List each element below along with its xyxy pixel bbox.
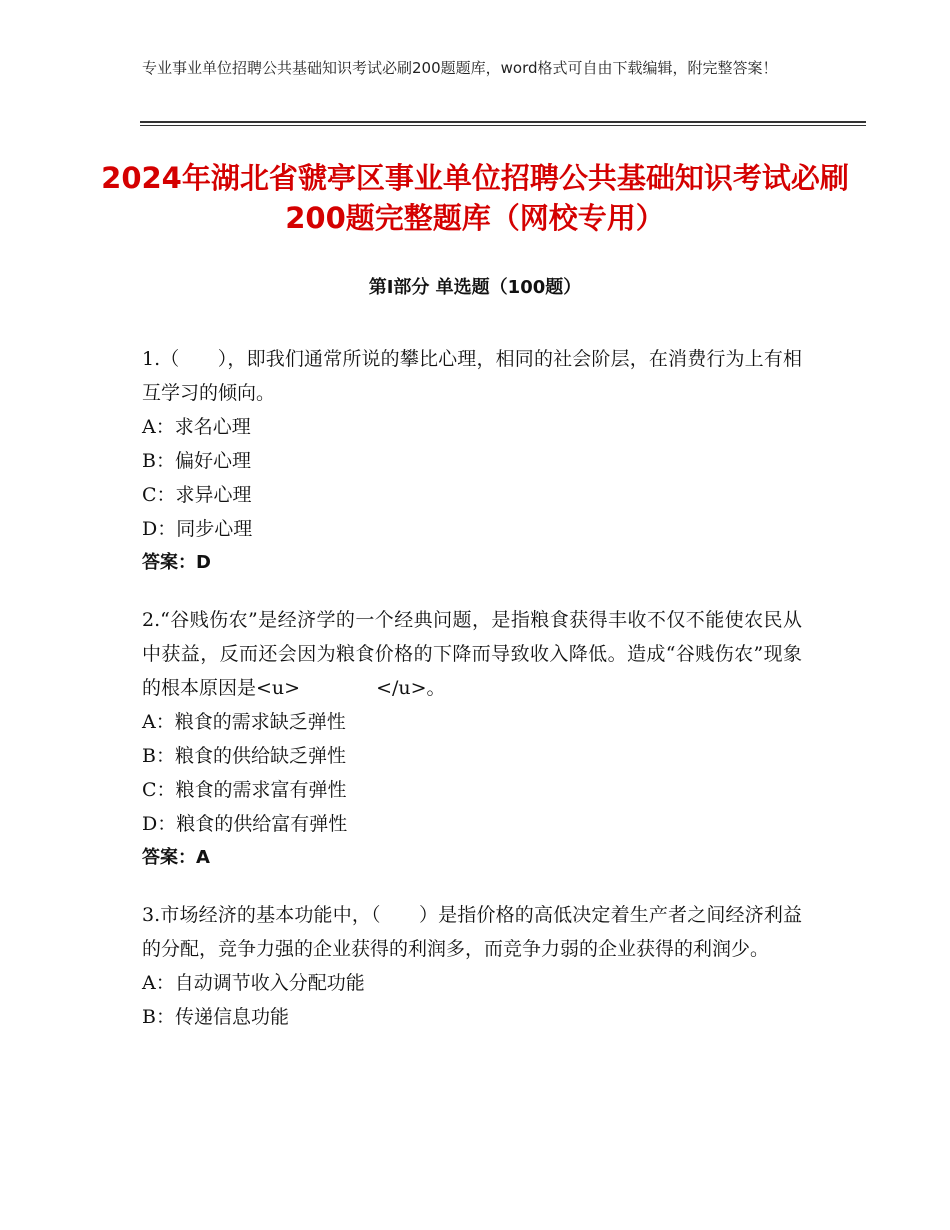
question-2-option-c: C：粮食的需求富有弹性 xyxy=(142,779,347,801)
question-2 xyxy=(142,603,802,875)
question-1-option-a: A：求名心理 xyxy=(142,416,251,438)
question-list xyxy=(142,342,802,1057)
question-3 xyxy=(142,898,802,1034)
question-1-option-b: B：偏好心理 xyxy=(142,450,251,472)
question-1 xyxy=(142,342,802,580)
question-1-option-c: C：求异心理 xyxy=(142,484,252,506)
question-2-option-a: A：粮食的需求缺乏弹性 xyxy=(142,711,346,733)
question-1-answer: 答案：D xyxy=(142,552,211,573)
question-2-answer: 答案：A xyxy=(142,847,210,868)
question-3-option-a: A：自动调节收入分配功能 xyxy=(142,972,365,994)
question-3-stem: 3.市场经济的基本功能中，（ ）是指价格的高低决定着生产者之间经济利益的分配，竞争力强的企业获得的利润多，而竞争力弱的企业获得的利润少。 xyxy=(142,904,802,960)
question-1-stem: 1.（ ），即我们通常所说的攀比心理，相同的社会阶层，在消费行为上有相互学习的倾向。 xyxy=(142,348,802,404)
header-note: 专业事业单位招聘公共基础知识考试必刷200题题库，word格式可自由下载编辑，附完整答案！ xyxy=(142,59,778,77)
question-2-option-b: B：粮食的供给缺乏弹性 xyxy=(142,745,346,767)
section-heading: 第Ⅰ部分 单选题（100题） xyxy=(368,277,582,298)
question-2-option-d: D：粮食的供给富有弹性 xyxy=(142,813,348,835)
header-rule-thin xyxy=(140,125,866,126)
question-2-stem: 2.“谷贱伤农”是经济学的一个经典问题，是指粮食获得丰收不仅不能使农民从中获益，反而还会因为粮食价格的下降而导致收入降低。造成“谷贱伤农”现象的根本原因是<u> </u>。 xyxy=(142,609,802,699)
question-3-option-b: B：传递信息功能 xyxy=(142,1006,289,1028)
question-1-option-d: D：同步心理 xyxy=(142,518,253,540)
document-title: 2024年湖北省虢亭区事业单位招聘公共基础知识考试必刷200题完整题库（网校专用） xyxy=(101,161,849,235)
header-rule-thick xyxy=(140,121,866,123)
